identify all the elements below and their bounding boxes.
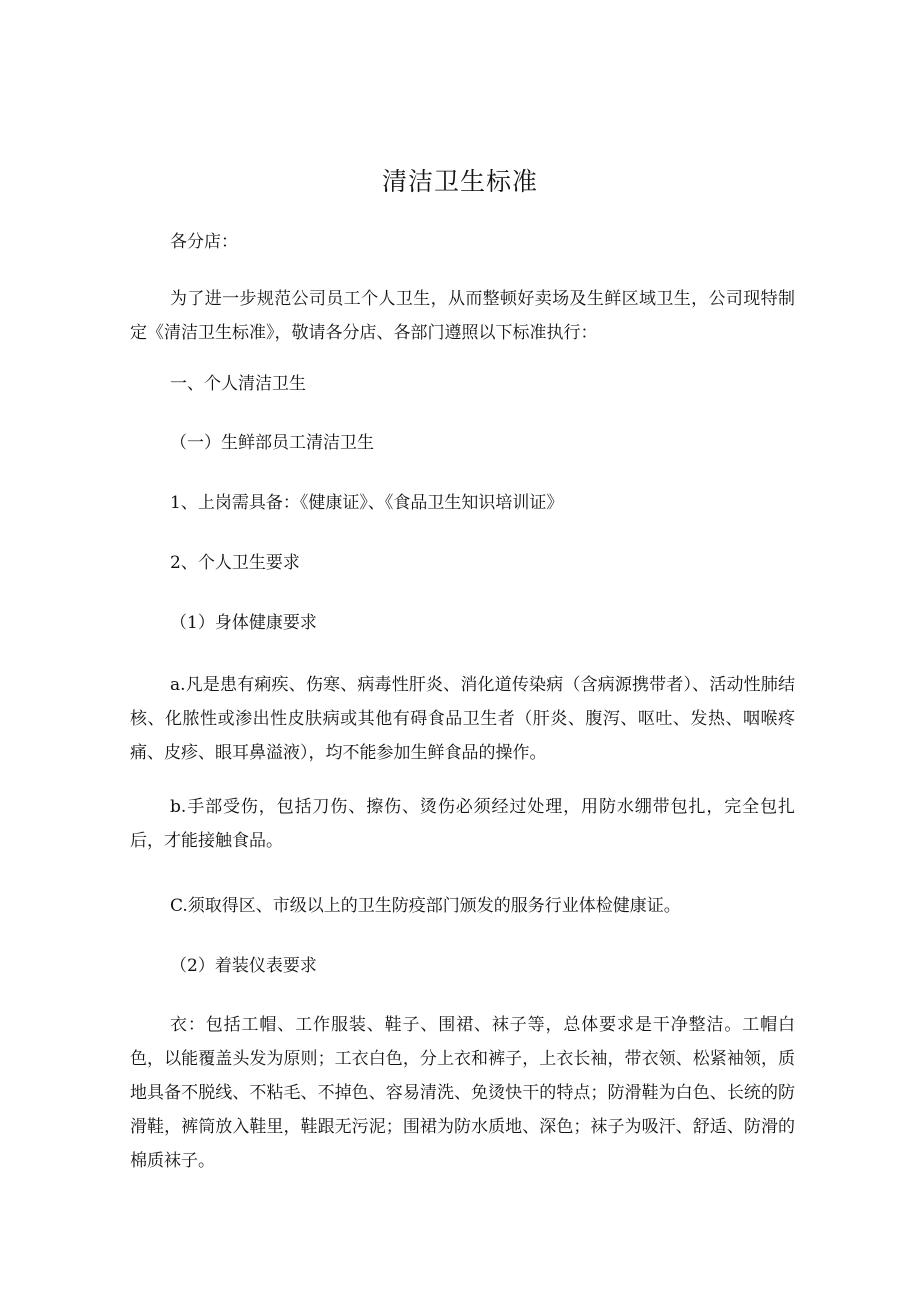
paragraph-a: a.凡是患有痢疾、伤寒、病毒性肝炎、消化道传染病（含病源携带者）、活动性肺结核、化脓性或渗出性皮肤病或其他有碍食品卫生者（肝炎、腹泻、呕吐、发热、咽喉疼痛、皮疹、眼耳鼻溢液），均不能参加生鲜食品的操作。 (130, 675, 795, 763)
salutation: 各分店： (170, 232, 238, 252)
requirement-health: （1）身体健康要求 (170, 613, 317, 633)
requirement-attire: （2）着装仪表要求 (170, 956, 317, 976)
paragraph-c: C.须取得区、市级以上的卫生防疫部门颁发的服务行业体检健康证。 (170, 896, 681, 916)
intro-paragraph: 为了进一步规范公司员工个人卫生，从而整顿好卖场及生鲜区域卫生，公司现特制定《清洁卫生标准》，敬请各分店、各部门遵照以下标准执行： (130, 289, 795, 343)
item-certificates: 1、上岗需具备：《健康证》、《食品卫生知识培训证》 (170, 493, 564, 513)
section-heading-personal-hygiene: 一、个人清洁卫生 (170, 374, 306, 394)
subsection-heading-fresh-staff: （一）生鲜部员工清洁卫生 (170, 433, 374, 453)
paragraph-clothing: 衣：包括工帽、工作服装、鞋子、围裙、袜子等，总体要求是干净整洁。工帽白色，以能覆盖头发为原则；工衣白色，分上衣和裤子，上衣长袖，带衣领、松紧袖领，质地具备不脱线、不粘毛、不掉色、容易清洗、免烫快干的特点；防滑鞋为白色、长统的防滑鞋，裤筒放入鞋里，鞋跟无污泥；围裙为防水质地、深色；袜子为吸汗、舒适、防滑的棉质袜子。 (130, 1015, 795, 1171)
item-personal-hygiene-requirements: 2、个人卫生要求 (170, 553, 300, 573)
paragraph-b: b.手部受伤，包括刀伤、擦伤、烫伤必须经过处理，用防水绷带包扎，完全包扎后，才能接触食品。 (130, 797, 795, 851)
document-title: 清洁卫生标准 (381, 167, 538, 196)
